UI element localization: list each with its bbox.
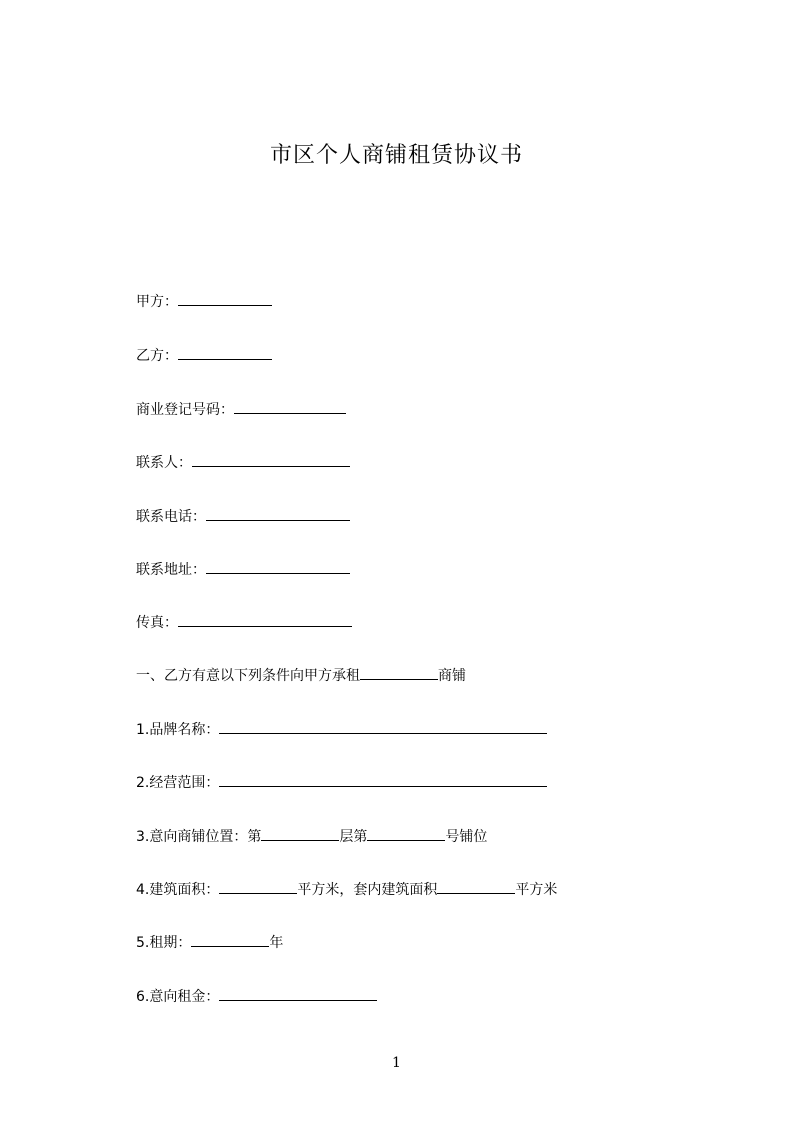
brand-name-blank[interactable] [219, 719, 547, 734]
area-pre: 4.建筑面积： [136, 882, 220, 898]
gross-area-blank[interactable] [219, 879, 297, 894]
area-post: 平方米 [515, 882, 558, 898]
location-mid: 层第 [339, 829, 368, 845]
area-line [136, 879, 557, 900]
party-b-label: 乙方： [136, 348, 178, 364]
contact-address-line [136, 559, 350, 580]
business-scope-label: 2.经营范围： [136, 775, 220, 791]
contact-person-label: 联系人： [136, 455, 192, 471]
area-mid: 平方米，套内建筑面积 [297, 882, 438, 898]
contact-phone-line [136, 506, 350, 527]
lease-term-blank[interactable] [191, 932, 269, 947]
lease-term-post: 年 [269, 935, 284, 951]
business-scope-blank[interactable] [219, 772, 547, 787]
business-scope-line [136, 772, 547, 793]
contact-address-label: 联系地址： [136, 562, 206, 578]
location-post: 号铺位 [445, 829, 488, 845]
fax-label: 传真： [136, 615, 178, 631]
unit-blank[interactable] [367, 826, 445, 841]
location-line [136, 826, 487, 847]
page-number: 1 [392, 1055, 401, 1071]
lease-term-pre: 5.租期： [136, 935, 192, 951]
section1-heading-pre: 一、乙方有意以下列条件向甲方承租 [136, 668, 360, 684]
net-area-blank[interactable] [437, 879, 515, 894]
fax-blank[interactable] [178, 612, 352, 627]
lease-term-line [136, 932, 283, 953]
rent-line [136, 986, 377, 1007]
contact-person-blank[interactable] [192, 452, 350, 467]
contact-phone-label: 联系电话： [136, 509, 206, 525]
party-b-blank[interactable] [178, 345, 272, 360]
business-reg-blank[interactable] [234, 399, 346, 414]
party-b-line [136, 345, 272, 366]
rent-label: 6.意向租金： [136, 989, 220, 1005]
party-a-line [136, 291, 272, 312]
rent-blank[interactable] [219, 986, 377, 1001]
party-a-blank[interactable] [178, 291, 272, 306]
contact-address-blank[interactable] [206, 559, 350, 574]
document-title: 市区个人商铺租赁协议书 [269, 143, 523, 168]
shop-name-blank[interactable] [360, 665, 438, 680]
business-reg-label: 商业登记号码： [136, 402, 234, 418]
party-a-label: 甲方： [136, 294, 178, 310]
contact-person-line [136, 452, 350, 473]
brand-name-label: 1.品牌名称： [136, 722, 220, 738]
business-reg-line [136, 399, 346, 420]
contact-phone-blank[interactable] [206, 506, 350, 521]
brand-name-line [136, 719, 547, 740]
section1-heading-post: 商铺 [438, 668, 466, 684]
section1-heading [136, 665, 466, 686]
location-pre: 3.意向商铺位置：第 [136, 829, 262, 845]
floor-blank[interactable] [261, 826, 339, 841]
fax-line [136, 612, 352, 633]
